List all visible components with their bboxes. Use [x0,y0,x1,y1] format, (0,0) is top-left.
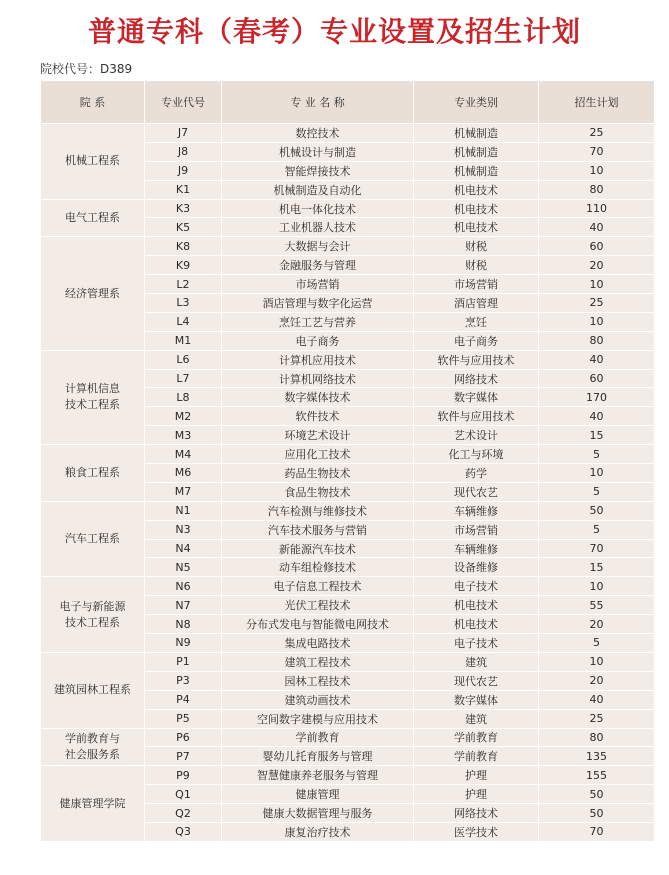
department-name: 计算机信息 [65,382,120,396]
cell-category: 学前教育 [414,747,539,766]
cell-code: P5 [145,709,222,728]
cell-category: 车辆维修 [414,539,539,558]
cell-major: 电子商务 [222,331,414,350]
cell-plan: 110 [539,199,655,218]
cell-category: 护理 [414,785,539,804]
cell-code: N5 [145,558,222,577]
cell-code: P7 [145,747,222,766]
cell-major: 健康大数据管理与服务 [222,804,414,823]
cell-major: 动车组检修技术 [222,558,414,577]
cell-plan: 70 [539,822,655,841]
cell-code: M4 [145,445,222,464]
department-name: 社会服务系 [65,747,120,761]
cell-major: 烹饪工艺与营养 [222,312,414,331]
department-cell [41,766,145,842]
cell-category: 药学 [414,464,539,483]
cell-major: 工业机器人技术 [222,218,414,237]
cell-major: 环境艺术设计 [222,426,414,445]
cell-plan: 155 [539,766,655,785]
cell-plan: 135 [539,747,655,766]
cell-code: P9 [145,766,222,785]
department-name: 技术工程系 [65,615,120,629]
cell-category: 财税 [414,237,539,256]
department-name: 粮食工程系 [65,465,120,479]
cell-category: 现代农艺 [414,671,539,690]
table-row [41,501,655,520]
cell-code: J9 [145,161,222,180]
cell-code: N7 [145,596,222,615]
cell-plan: 55 [539,596,655,615]
cell-code: P1 [145,652,222,671]
cell-code: Q1 [145,785,222,804]
cell-category: 数字媒体 [414,690,539,709]
header-plan: 招生计划 [539,81,655,124]
cell-code: L3 [145,294,222,313]
cell-category: 学前教育 [414,728,539,747]
cell-plan: 50 [539,804,655,823]
cell-code: K5 [145,218,222,237]
cell-category: 机电技术 [414,218,539,237]
cell-plan: 70 [539,539,655,558]
cell-plan: 40 [539,350,655,369]
cell-major: 分布式发电与智能微电网技术 [222,615,414,634]
cell-plan: 25 [539,294,655,313]
department-name: 电子与新能源 [59,599,126,613]
cell-major: 市场营销 [222,275,414,294]
cell-major: 空间数字建模与应用技术 [222,709,414,728]
cell-plan: 20 [539,256,655,275]
cell-plan: 15 [539,558,655,577]
cell-plan: 50 [539,785,655,804]
cell-category: 网络技术 [414,804,539,823]
table-body [41,124,655,842]
cell-code: N1 [145,501,222,520]
cell-major: 酒店管理与数字化运营 [222,294,414,313]
cell-category: 机械制造 [414,161,539,180]
cell-major: 建筑动画技术 [222,690,414,709]
department-name: 健康管理学院 [59,796,126,810]
cell-category: 电子技术 [414,577,539,596]
header-major: 专 业 名 称 [222,81,414,124]
cell-code: K1 [145,180,222,199]
department-cell [41,577,145,653]
table-row [41,350,655,369]
cell-category: 电子商务 [414,331,539,350]
cell-plan: 10 [539,312,655,331]
cell-category: 机械制造 [414,142,539,161]
cell-category: 网络技术 [414,369,539,388]
table-row [41,728,655,747]
cell-plan: 60 [539,369,655,388]
cell-major: 应用化工技术 [222,445,414,464]
department-cell [41,199,145,237]
cell-category: 设备维修 [414,558,539,577]
cell-category: 市场营销 [414,520,539,539]
school-code: 院校代号：D389 [40,62,133,76]
department-name: 技术工程系 [65,398,120,412]
cell-plan: 170 [539,388,655,407]
cell-category: 护理 [414,766,539,785]
cell-category: 车辆维修 [414,501,539,520]
cell-plan: 10 [539,464,655,483]
department-cell [41,728,145,766]
cell-major: 新能源汽车技术 [222,539,414,558]
cell-major: 数控技术 [222,124,414,143]
cell-code: N4 [145,539,222,558]
cell-major: 汽车技术服务与营销 [222,520,414,539]
cell-plan: 20 [539,671,655,690]
header-code: 专业代号 [145,81,222,124]
cell-major: 康复治疗技术 [222,822,414,841]
department-cell [41,237,145,350]
cell-plan: 5 [539,634,655,653]
table-row [41,199,655,218]
cell-code: N9 [145,634,222,653]
page-title: 普通专科（春考）专业设置及招生计划 [87,15,581,48]
cell-major: 电子信息工程技术 [222,577,414,596]
cell-code: Q2 [145,804,222,823]
cell-code: N6 [145,577,222,596]
cell-category: 数字媒体 [414,388,539,407]
cell-major: 智慧健康养老服务与管理 [222,766,414,785]
cell-major: 食品生物技术 [222,482,414,501]
cell-code: L4 [145,312,222,331]
cell-plan: 5 [539,520,655,539]
table-row [41,445,655,464]
cell-plan: 50 [539,501,655,520]
cell-category: 艺术设计 [414,426,539,445]
department-name: 电气工程系 [65,210,120,224]
department-cell [41,124,145,200]
cell-major: 金融服务与管理 [222,256,414,275]
cell-code: L7 [145,369,222,388]
cell-major: 集成电路技术 [222,634,414,653]
cell-major: 计算机网络技术 [222,369,414,388]
cell-category: 机电技术 [414,199,539,218]
cell-code: J8 [145,142,222,161]
cell-category: 机电技术 [414,596,539,615]
cell-category: 化工与环境 [414,445,539,464]
cell-plan: 5 [539,445,655,464]
cell-code: L2 [145,275,222,294]
cell-code: M6 [145,464,222,483]
cell-code: N3 [145,520,222,539]
cell-category: 建筑 [414,709,539,728]
cell-code: K3 [145,199,222,218]
cell-major: 健康管理 [222,785,414,804]
cell-plan: 40 [539,407,655,426]
cell-code: M1 [145,331,222,350]
cell-plan: 5 [539,482,655,501]
enrollment-plan-table [40,80,655,842]
department-name: 建筑园林工程系 [54,683,131,697]
cell-category: 财税 [414,256,539,275]
department-name: 学前教育与 [65,731,120,745]
cell-major: 机械设计与制造 [222,142,414,161]
cell-major: 光伏工程技术 [222,596,414,615]
cell-plan: 20 [539,615,655,634]
cell-major: 数字媒体技术 [222,388,414,407]
cell-category: 软件与应用技术 [414,350,539,369]
cell-category: 电子技术 [414,634,539,653]
cell-code: Q3 [145,822,222,841]
cell-major: 学前教育 [222,728,414,747]
cell-plan: 80 [539,180,655,199]
cell-plan: 70 [539,142,655,161]
cell-code: N8 [145,615,222,634]
cell-major: 计算机应用技术 [222,350,414,369]
cell-category: 机电技术 [414,180,539,199]
department-name: 经济管理系 [65,286,120,300]
cell-category: 市场营销 [414,275,539,294]
cell-category: 建筑 [414,652,539,671]
cell-code: K8 [145,237,222,256]
table-header-row [41,81,655,124]
department-cell [41,350,145,444]
cell-category: 机械制造 [414,124,539,143]
cell-code: P4 [145,690,222,709]
cell-major: 园林工程技术 [222,671,414,690]
cell-major: 软件技术 [222,407,414,426]
cell-code: J7 [145,124,222,143]
department-name: 汽车工程系 [65,532,120,546]
department-cell [41,445,145,502]
cell-category: 现代农艺 [414,482,539,501]
cell-code: L6 [145,350,222,369]
cell-major: 汽车检测与维修技术 [222,501,414,520]
cell-plan: 10 [539,275,655,294]
table-row [41,577,655,596]
cell-plan: 40 [539,218,655,237]
cell-category: 酒店管理 [414,294,539,313]
cell-category: 软件与应用技术 [414,407,539,426]
cell-plan: 25 [539,124,655,143]
cell-plan: 60 [539,237,655,256]
cell-category: 医学技术 [414,822,539,841]
cell-major: 药品生物技术 [222,464,414,483]
table-row [41,652,655,671]
table-row [41,124,655,143]
cell-code: M2 [145,407,222,426]
cell-plan: 15 [539,426,655,445]
cell-code: L8 [145,388,222,407]
table-row [41,766,655,785]
cell-major: 大数据与会计 [222,237,414,256]
cell-major: 机电一体化技术 [222,199,414,218]
cell-code: P3 [145,671,222,690]
cell-plan: 25 [539,709,655,728]
header-category: 专业类别 [414,81,539,124]
cell-code: K9 [145,256,222,275]
cell-plan: 10 [539,161,655,180]
department-cell [41,652,145,728]
header-dept: 院 系 [41,81,145,124]
cell-plan: 10 [539,577,655,596]
department-name: 机械工程系 [65,154,120,168]
cell-category: 机电技术 [414,615,539,634]
cell-major: 婴幼儿托育服务与管理 [222,747,414,766]
cell-major: 机械制造及自动化 [222,180,414,199]
table-row [41,237,655,256]
cell-plan: 80 [539,331,655,350]
cell-major: 智能焊接技术 [222,161,414,180]
cell-plan: 40 [539,690,655,709]
cell-category: 烹饪 [414,312,539,331]
cell-code: P6 [145,728,222,747]
cell-code: M7 [145,482,222,501]
cell-plan: 10 [539,652,655,671]
cell-code: M3 [145,426,222,445]
cell-major: 建筑工程技术 [222,652,414,671]
department-cell [41,501,145,577]
cell-plan: 80 [539,728,655,747]
